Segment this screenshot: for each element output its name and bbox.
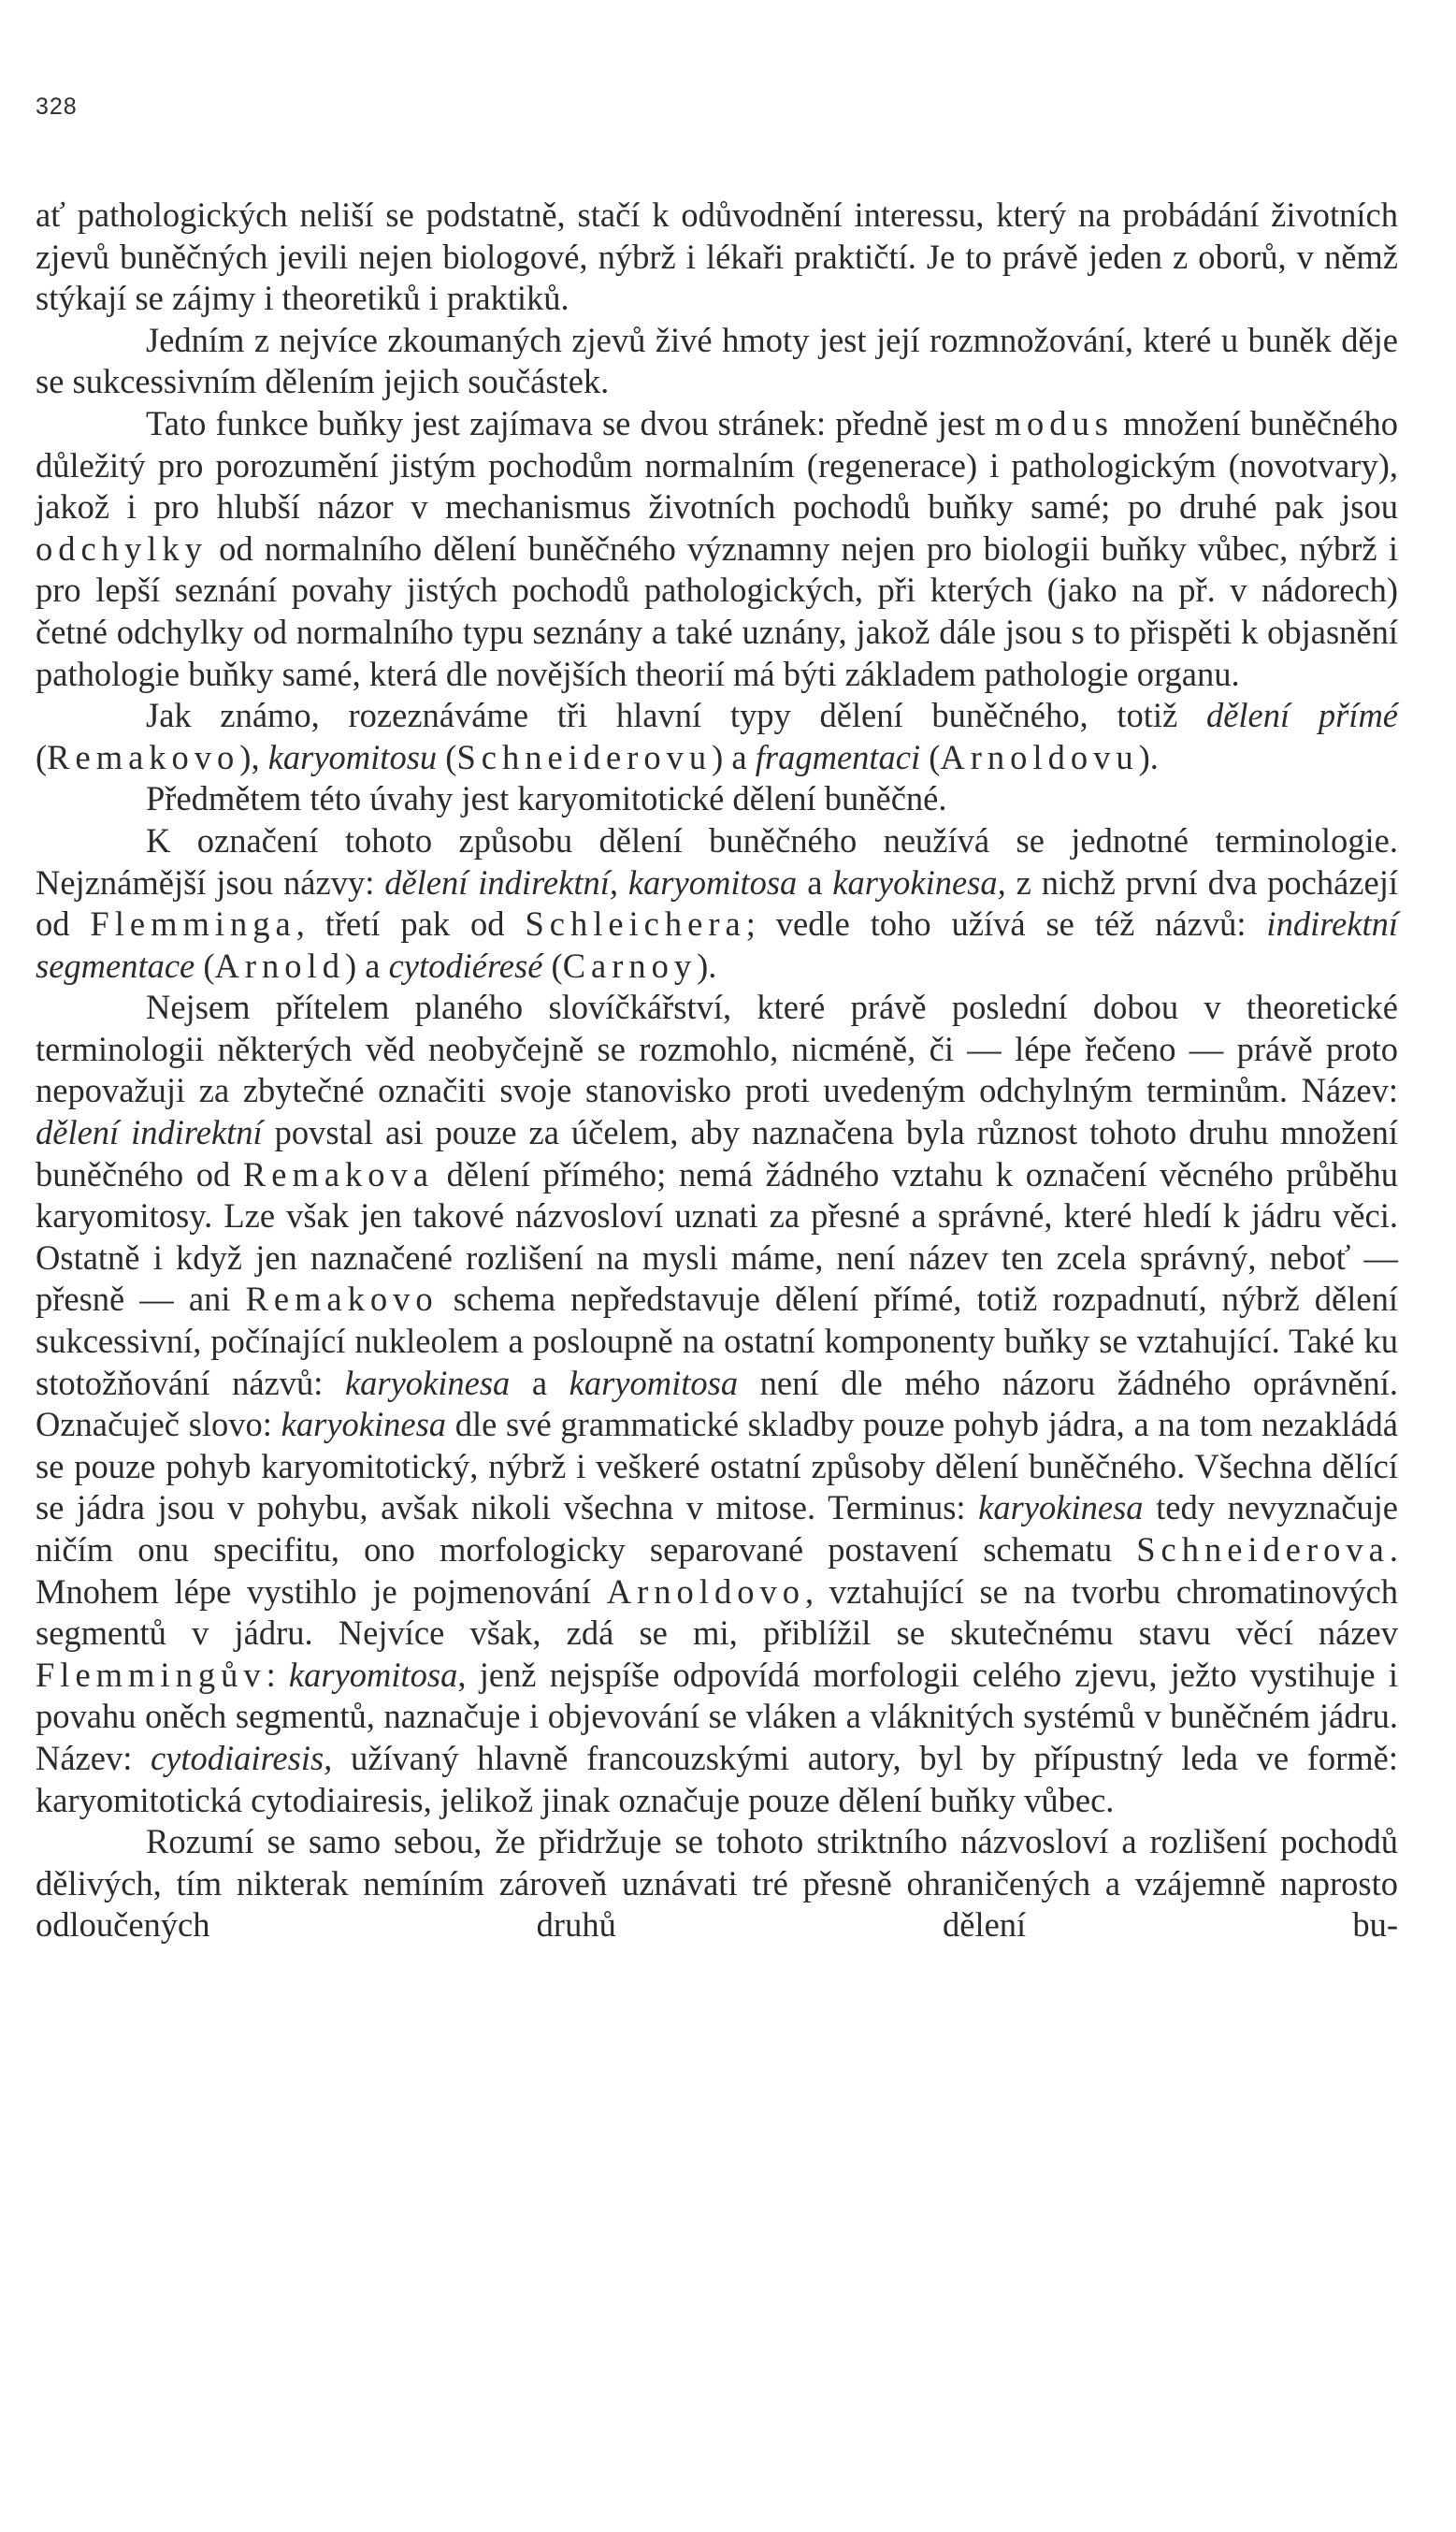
text-run: tedy nevyznačuje ničím onu specifitu, ono morfologicky separované postavení schematu [36, 1488, 1398, 1569]
spaced-name: Arnold [214, 946, 345, 985]
spaced-name: Arnoldovu [940, 737, 1139, 776]
paragraph [36, 320, 1398, 403]
body-text [36, 195, 1398, 1946]
spaced-name: Schleichera [525, 904, 746, 944]
paragraph [36, 195, 1398, 320]
text-run: množení buněčného důležitý pro porozumění jistým pochodům normalním (regenerace) i pathologickým (novotvary), jakož i pro hlubší názor v mechanismus životních pochodů buňky samé; po druhé pak jsou [36, 403, 1398, 527]
spaced-name: Carnoy [562, 946, 698, 985]
text-run: ( [36, 737, 48, 776]
text-run: ). [697, 946, 717, 985]
text-run: dle své grammatické skladby pouze pohyb jádra, a na tom nezakládá se pouze pohyb karyomitotický, nýbrž i veškeré ostatní způsoby dělení buněčného. Všechna dělící se jádra jsou v pohybu, avšak nikoli všechna v mitose. Terminus: [36, 1405, 1398, 1527]
text-run: ( [542, 946, 563, 985]
italic-term: karyomitosa [569, 1363, 739, 1402]
spaced-name: Schneiderovu [456, 737, 713, 776]
text-run: Rozumí se samo sebou, že přidržuje se tohoto striktního názvosloví a rozlišení pochodů dělivých, tím nikterak nemíním zároveň uznávati tré přesně ohraničených a vzájemně naprosto odloučených druhů dělení bu- [36, 1822, 1398, 1945]
text-run: schema nepředstavuje dělení přímé, totiž rozpadnutí, nýbrž dělení sukcessivní, počínající nukleolem a posloupně na ostatní komponenty buňky se vztahující. Také ku stotožňování názvů: [36, 1280, 1398, 1402]
spaced-name: Remakova [242, 1154, 435, 1194]
text-run: a [510, 1363, 569, 1402]
text-run: z nichž první dva pocházejí od [36, 862, 1398, 944]
paragraph [36, 1821, 1398, 1946]
italic-term: karyokinesa [281, 1405, 447, 1444]
spaced-name: odchylky [36, 528, 208, 568]
italic-term: dělení indirektní, karyomitosa [384, 862, 798, 902]
paragraph [36, 403, 1398, 695]
text-run: a [797, 862, 833, 902]
text-run: ). [1138, 737, 1159, 776]
italic-term: karyokinesa, [832, 862, 1006, 902]
italic-term: karyomitosu [267, 737, 438, 776]
text-run: od normalního dělení buněčného významny nejen pro biologii buňky vůbec, nýbrž i pro lepší seznání povahy jistých pochodů pathologických, při kterých (jako na př. v nádorech) četné odchylky od normalního typu seznány a také uznány, jakož dále jsou s to přispěti k objasnění pathologie buňky samé, která dle novějších theorií má býti základem pathologie organu. [36, 528, 1398, 693]
text-run: užívaný hlavně francouzskými autory, byl by přípustný leda ve formě: karyomitotická cytodiairesis, jelikož jinak označuje pouze dělení buňky vůbec. [36, 1738, 1399, 1819]
text-run: Jedním z nejvíce zkoumaných zjevů živé hmoty jest její rozmnožování, které u buněk děje se sukcessivním dělením jejich součástek. [36, 320, 1398, 401]
spaced-name: Remakovo [47, 737, 240, 776]
text-run: ) a [712, 737, 756, 776]
italic-term: indirektní segmentace [36, 904, 1398, 985]
italic-term: fragmentaci [755, 737, 921, 776]
text-run: , třetí pak od [296, 904, 526, 944]
text-run: dělení přímého; nemá žádného vztahu k označení věcného průběhu karyomitosy. Lze však jen takové názvosloví uznati za přesné a správné, které hledí k jádru věci. Ostatně i když jen naznačené rozlišení na mysli máme, není název ten zcela správný, neboť — přesně — ani [36, 1154, 1398, 1319]
text-run: ( [195, 946, 215, 985]
text-run: Tato funkce buňky jest zajímava se dvou stránek: předně jest [146, 403, 995, 442]
italic-term: cytodiéresé [388, 946, 543, 985]
italic-term: dělení indirektní [36, 1113, 263, 1152]
paragraph [36, 987, 1398, 1821]
text-run: Nejsem přítelem planého slovíčkářství, které právě poslední dobou v theoretické terminologii některých věd neobyčejně se rozmohlo, nicméně, či — lépe řečeno — právě proto nepovažuji za zbytečné označiti svoje stanovisko proti uvedeným odchylným terminům. Název: [36, 988, 1398, 1110]
page-number: 328 [36, 94, 78, 120]
text-run: : [266, 1655, 289, 1694]
text-run: ( [437, 737, 457, 776]
text-run: povstal asi pouze za účelem, aby naznačena byla různost tohoto druhu množení buněčného od [36, 1113, 1399, 1194]
text-run: ať pathologických neliší se podstatně, stačí k odůvodnění interessu, který na probádání životních zjevů buněčných jevili nejen biologové, nýbrž i lékaři praktičtí. Je to právě jeden z oborů, v němž stýkají se zájmy i theoretiků i praktiků. [36, 195, 1398, 318]
spaced-name: Remakovo [245, 1280, 439, 1319]
text-run: Jak známo, rozeznáváme tři hlavní typy dělení buněčného, totiž [146, 696, 1206, 735]
text-run: Předmětem této úvahy jest karyomitotické dělení buněčné. [146, 779, 947, 818]
spaced-name: Arnoldovo [606, 1571, 805, 1611]
spaced-name: modus [994, 403, 1114, 442]
text-run: K označení tohoto způsobu dělení buněčného neužívá se jednotné terminologie. Nejznámější jsou názvy: [36, 820, 1398, 902]
text-run: ) a [344, 946, 389, 985]
text-run: , vztahující se na tvorbu chromatinových segmentů v jádru. Nejvíce však, zdá se mi, přiblížil se skutečnému stavu věcí název [36, 1571, 1398, 1653]
italic-term: dělení přímé [1205, 696, 1398, 735]
text-run: ( [920, 737, 941, 776]
italic-term: karyokinesa [978, 1488, 1144, 1527]
italic-term: cytodiairesis, [151, 1738, 333, 1777]
paragraph [36, 695, 1398, 778]
paragraph [36, 820, 1398, 987]
paragraph [36, 778, 1398, 820]
spaced-name: Schneiderova [1136, 1530, 1390, 1569]
text-run: není dle mého názoru žádného oprávnění. Označuječ slovo: [36, 1363, 1398, 1444]
text-run: ; vedle toho užívá se též názvů: [745, 904, 1267, 944]
italic-term: karyokinesa [344, 1363, 511, 1402]
italic-term: karyomitosa [288, 1655, 458, 1694]
spaced-name: Flemmingův [36, 1655, 267, 1694]
text-run: ), [239, 737, 268, 776]
spaced-name: Flemminga [90, 904, 296, 944]
text-run: . Mnohem lépe vystihlo je pojmenování [36, 1530, 1398, 1611]
text-run: , jenž nejspíše odpovídá morfologii celého zjevu, ježto vystihuje i povahu oněch segmentů, naznačuje i objevování se vláken a vláknitých systémů v buněčném jádru. Název: [36, 1655, 1398, 1777]
